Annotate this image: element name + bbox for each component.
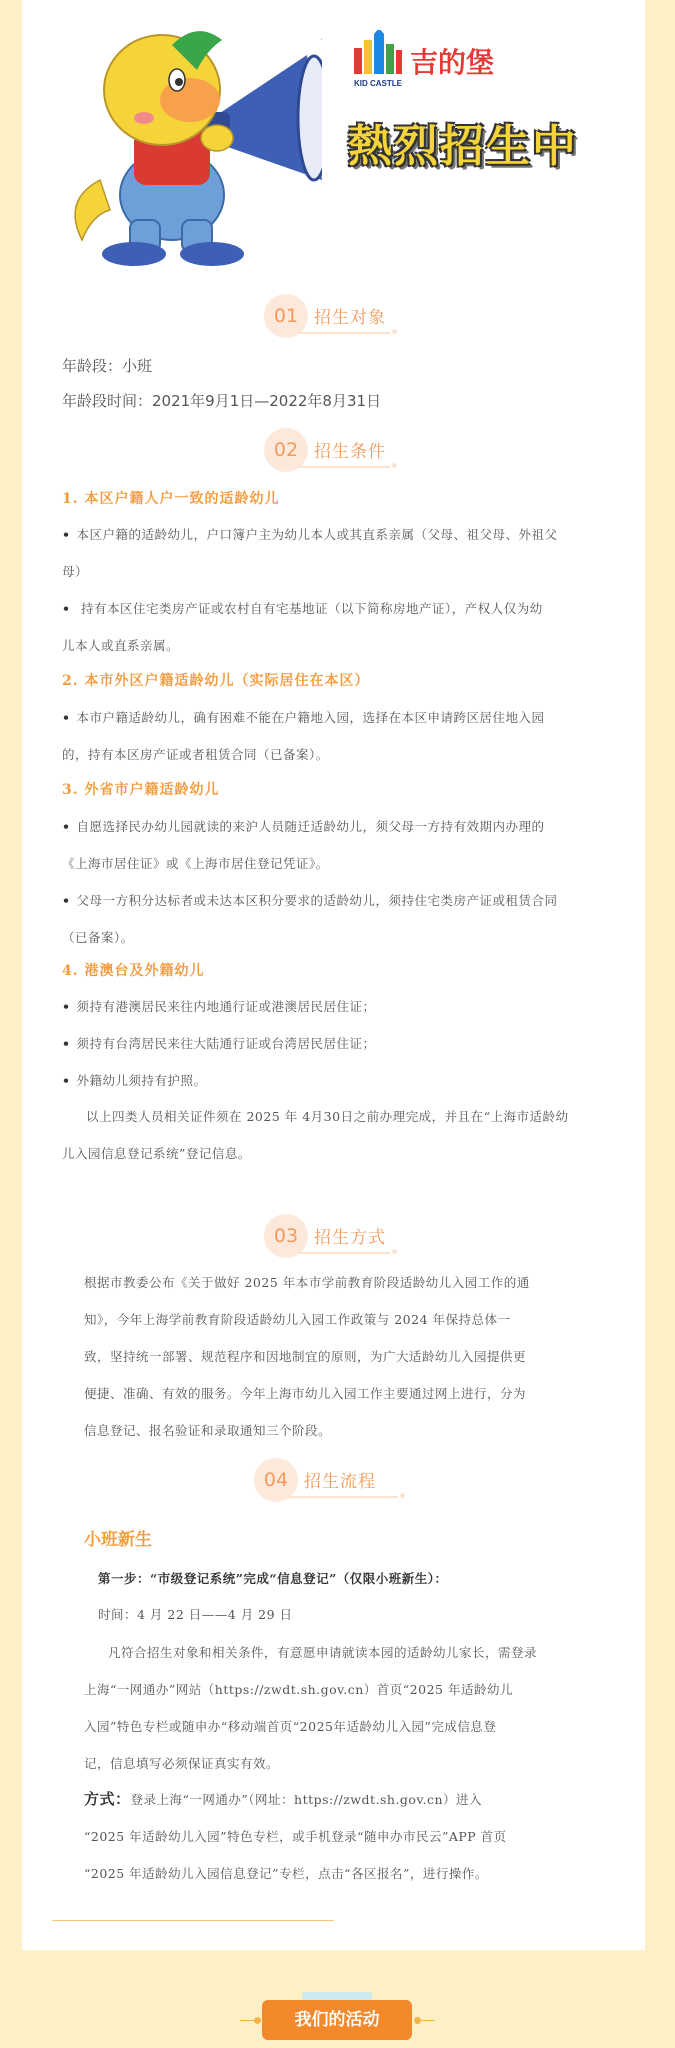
decor-dot [254, 2017, 261, 2024]
enrollment-method-text [84, 1264, 624, 1449]
text: 须持有港澳居民来往内地通行证或港澳居民居住证； [76, 999, 376, 1014]
condition-paragraph [62, 590, 622, 664]
condition-heading-2: 2. 本市外区户籍适龄幼儿（实际居住在本区） [62, 673, 370, 689]
text: 持有本区住宅类房产证或农村自有宅基地证（以下简称房地产证），产权人仅为幼 [76, 601, 543, 616]
bullet: • [62, 893, 71, 908]
bullet: • [62, 710, 71, 725]
mascot-illustration [22, 0, 322, 275]
divider [288, 1496, 398, 1498]
footer-divider [52, 1920, 334, 1921]
text: 入园”特色专栏或随申办“移动端首页“2025年适龄幼儿入园”完成信息登 [84, 1719, 497, 1734]
bullet: • [62, 1073, 71, 1088]
subsection-title: 小班新生 [84, 1530, 152, 1550]
condition-note [62, 1098, 622, 1172]
divider [298, 332, 390, 334]
our-activities-button[interactable]: 我们的活动 [262, 2000, 412, 2040]
age-group: 年龄段：小班 [62, 357, 153, 375]
content-card [22, 0, 645, 1950]
divider [298, 466, 390, 468]
text: 自愿选择民办幼儿园就读的来沪人员随迁适龄幼儿，须父母一方持有效期内办理的 [76, 819, 545, 834]
step-one: 第一步：“市级登记系统”完成“信息登记”（仅限小班新生）： [98, 1571, 448, 1586]
condition-heading-3: 3. 外省市户籍适龄幼儿 [62, 782, 220, 798]
text: 儿入园信息登记系统”登记信息。 [62, 1146, 251, 1161]
svg-text:吉的堡: 吉的堡 [410, 46, 495, 79]
condition-list [62, 988, 622, 1099]
bullet: • [62, 819, 71, 834]
registration-instructions [84, 1634, 624, 1782]
text: 以上四类人员相关证件须在 2025 年 4月30日之前办理完成，并且在“上海市适龄幼 [86, 1109, 569, 1124]
condition-paragraph [62, 699, 622, 773]
text: 上海“一网通办”网站（https://zwdt.sh.gov.cn）首页“2025 年适龄幼儿 [84, 1682, 513, 1697]
text: 的，持有本区房产证或者租赁合同（已备案）。 [62, 747, 329, 762]
bullet: • [62, 1036, 71, 1051]
section-header-03 [264, 1214, 444, 1258]
text: 本区户籍的适龄幼儿，户口簿户主为幼儿本人或其直系亲属（父母、祖父母、外祖父 [76, 527, 558, 542]
text: 记，信息填写必须保证真实有效。 [84, 1756, 280, 1771]
divider [298, 1252, 390, 1254]
divider-dot [400, 1493, 405, 1498]
text: “2025 年适龄幼儿入园”特色专栏，或手机登录“随申办市民云”APP 首页 [84, 1829, 507, 1844]
text: 凡符合招生对象和相关条件，有意愿申请就读本园的适龄幼儿家长，需登录 [108, 1645, 538, 1660]
text: 便捷、准确、有效的服务。今年上海市幼儿入园工作主要通过网上进行，分为 [84, 1386, 527, 1401]
text: 登录上海“一网通办”（网址：https://zwdt.sh.gov.cn）进入 [130, 1792, 483, 1807]
kid-castle-logo [352, 30, 522, 90]
method-label: 方式： [84, 1790, 131, 1808]
section-title: 招生条件 [314, 442, 386, 462]
section-title: 招生对象 [314, 308, 386, 328]
section-title: 招生流程 [304, 1472, 376, 1492]
divider-dot [392, 463, 397, 468]
age-period: 年龄段时间：2021年9月1日—2022年8月31日 [62, 392, 382, 410]
text: 根据市教委公布《关于做好 2025 年本市学前教育阶段适龄幼儿入园工作的通 [84, 1275, 530, 1290]
text: 父母一方积分达标者或未达本区积分要求的适龄幼儿，须持住宅类房产证或租赁合同 [76, 893, 558, 908]
text: 知》，今年上海学前教育阶段适龄幼儿入园工作政策与 2024 年保持总体一 [84, 1312, 511, 1327]
section-header-04 [254, 1458, 454, 1502]
bullet: • [62, 601, 71, 616]
bullet: • [62, 527, 71, 542]
condition-paragraph [62, 808, 622, 882]
section-header-01 [264, 294, 444, 338]
condition-heading-1: 1. 本区户籍人户一致的适龄幼儿 [62, 491, 280, 507]
condition-paragraph [62, 516, 622, 590]
condition-paragraph [62, 882, 622, 956]
section-number: 04 [254, 1458, 298, 1502]
text: 本市户籍适龄幼儿，确有困难不能在户籍地入园，选择在本区申请跨区居住地入园 [76, 710, 545, 725]
text: 《上海市居住证》或《上海市居住登记凭证》。 [62, 856, 329, 871]
section-title: 招生方式 [314, 1228, 386, 1248]
banner-headline: 熱烈招生中 [348, 121, 578, 172]
registration-method [84, 1781, 624, 1892]
text: 信息登记、报名验证和录取通知三个阶段。 [84, 1423, 332, 1438]
svg-text:KID CASTLE: KID CASTLE [354, 79, 402, 88]
section-number: 02 [264, 428, 308, 472]
text: 须持有台湾居民来往大陆通行证或台湾居民居住证； [76, 1036, 376, 1051]
divider-dot [392, 329, 397, 334]
section-number: 01 [264, 294, 308, 338]
text: 致，坚持统一部署、规范程序和因地制宜的原则，为广大适龄幼儿入园提供更 [84, 1349, 527, 1364]
decor-line [415, 2020, 435, 2021]
text: 儿本人或直系亲属。 [62, 638, 180, 653]
condition-heading-4: 4. 港澳台及外籍幼儿 [62, 963, 205, 979]
bullet: • [62, 999, 71, 1014]
text: 外籍幼儿须持有护照。 [76, 1073, 207, 1088]
registration-time: 时间：4 月 22 日——4 月 29 日 [98, 1607, 293, 1622]
text: （已备案）。 [62, 930, 134, 945]
text: 母） [62, 564, 89, 579]
banner [22, 0, 645, 275]
text: “2025 年适龄幼儿入园信息登记”专栏，点击“各区报名”，进行操作。 [84, 1866, 488, 1881]
divider-dot [392, 1249, 397, 1254]
section-header-02 [264, 428, 444, 472]
section-number: 03 [264, 1214, 308, 1258]
